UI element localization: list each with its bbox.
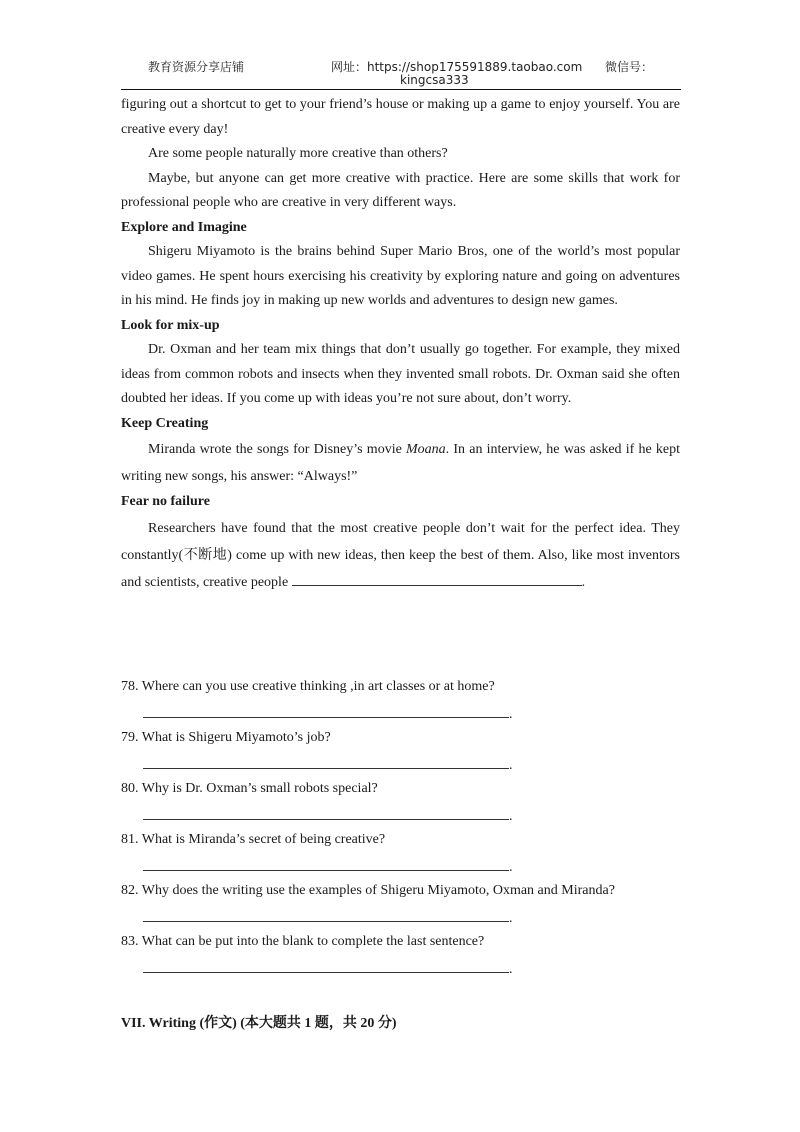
- questions-list: [121, 676, 681, 982]
- writing-section-heading: VII. Writing (作文) (本大题共 1 题，共 20 分): [121, 1016, 397, 1031]
- question-78: [121, 676, 681, 727]
- question-80: [121, 778, 681, 829]
- question-text: 79. What is Shigeru Miyamoto’s job?: [121, 730, 331, 745]
- answer-period: .: [509, 911, 513, 926]
- section-heading-explore: Explore and Imagine: [121, 219, 247, 235]
- answer-line[interactable]: [143, 907, 509, 922]
- question-83: [121, 931, 681, 982]
- wechat-label: 微信号：: [605, 60, 654, 74]
- researchers-text: Researchers have found that the most creative people don’t wait for the perfect idea. They constantly(不断地) come up with new ideas, then keep the best of them. Also, like most inventors and scientists, creative people: [121, 520, 680, 590]
- answer-period: .: [509, 962, 513, 977]
- question-82: [121, 880, 681, 931]
- answer-line[interactable]: [143, 805, 509, 820]
- question-text: 83. What can be put into the blank to complete the last sentence?: [121, 934, 485, 949]
- miranda-text-a: Miranda wrote the songs for Disney’s movie: [148, 442, 406, 457]
- question-81: [121, 829, 681, 880]
- paragraph-3: Maybe, but anyone can get more creative with practice. Here are some skills that work for professional people who are creative in very different ways.: [121, 170, 680, 210]
- answer-period: .: [509, 809, 513, 824]
- miranda-text-b: . In an interview, he was asked if he kept writing new songs, his answer: “Always!”: [121, 442, 680, 484]
- section-heading-fear: Fear no failure: [121, 494, 210, 509]
- question-text: 82. Why does the writing use the examples of Shigeru Miyamoto, Oxman and Miranda?: [121, 883, 615, 898]
- answer-line[interactable]: [143, 703, 509, 718]
- question-79: [121, 727, 681, 778]
- paragraph-oxman: Dr. Oxman and her team mix things that don’t usually go together. For example, they mixed ideas from common robots and insects when they invented small robots. Dr. Oxman said she often doubted her ideas. If you come up with ideas you’re not sure about, don’t worry.: [121, 342, 680, 406]
- paragraph-miyamoto: Shigeru Miyamoto is the brains behind Super Mario Bros, one of the world’s most popular video games. He spent hours exercising his creativity by exploring nature and going on adventures in his mind. He finds joy in making up new worlds and adventures to design new games.: [121, 244, 680, 308]
- section-heading-keep-creating: Keep Creating: [121, 415, 209, 431]
- answer-period: .: [509, 758, 513, 773]
- answer-period: .: [509, 860, 513, 875]
- section-heading-mixup: Look for mix-up: [121, 317, 220, 333]
- paragraph-researchers: [121, 515, 680, 596]
- header-divider: [121, 89, 681, 90]
- answer-line[interactable]: [143, 958, 509, 973]
- answer-line[interactable]: [143, 754, 509, 769]
- paragraph-2: Are some people naturally more creative than others?: [148, 146, 448, 161]
- fill-blank-line[interactable]: [292, 571, 582, 586]
- paragraph-1: figuring out a shortcut to get to your friend’s house or making up a game to enjoy yourself. You are creative every day!: [121, 97, 680, 137]
- question-text: 78. Where can you use creative thinking ,in art classes or at home?: [121, 679, 495, 694]
- movie-title: Moana: [406, 442, 446, 457]
- answer-period: .: [509, 707, 513, 722]
- page-header: [121, 56, 681, 90]
- store-url: 网址：https://shop175591889.taobao.com: [331, 60, 583, 74]
- store-name: 教育资源分享店铺: [148, 60, 245, 74]
- question-text: 80. Why is Dr. Oxman’s small robots special?: [121, 781, 378, 796]
- question-text: 81. What is Miranda’s secret of being creative?: [121, 832, 386, 847]
- paragraph-miranda: [121, 436, 680, 490]
- blank-period: .: [581, 574, 586, 590]
- answer-line[interactable]: [143, 856, 509, 871]
- reading-passage: [121, 93, 680, 596]
- wechat-id: kingcsa333: [400, 73, 469, 87]
